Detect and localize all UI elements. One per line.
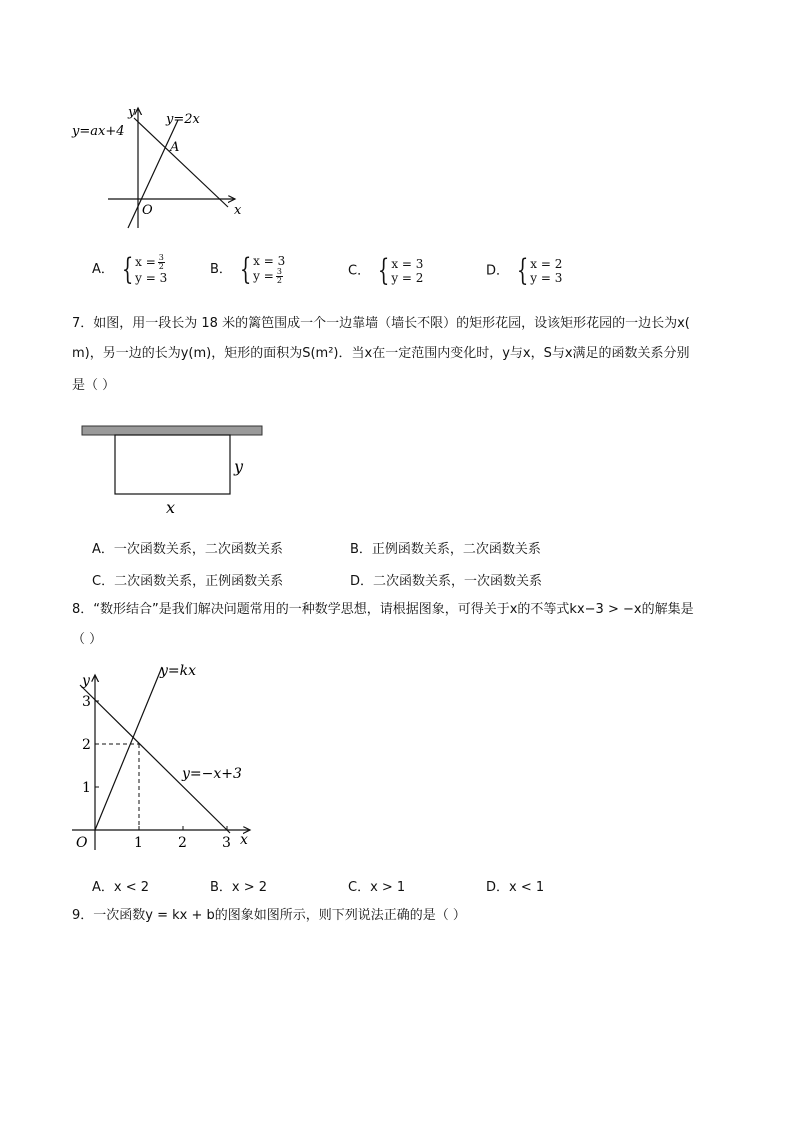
wall bbox=[82, 426, 262, 435]
label-y-ax-plus-4: y=ax+4 bbox=[72, 124, 125, 139]
q7-line-1: 7．如图，用一段长为 18 米的篱笆围成一个一边靠墙（墙长不限）的矩形花园，设该矩形花园的一边长为x( bbox=[72, 316, 690, 331]
label-side-y: y bbox=[234, 457, 244, 476]
label-line-neg: y=−x+3 bbox=[182, 766, 242, 782]
q6-option-c: C． { x = 3 y = 2 bbox=[348, 253, 424, 288]
q8-option-b: B．x > 2 bbox=[210, 880, 268, 895]
line-ax-plus-4 bbox=[134, 118, 228, 207]
q7-option-a: A．一次函数关系，二次函数关系 bbox=[92, 542, 283, 557]
label-x-axis: x bbox=[240, 832, 248, 848]
tick-label-x-1: 1 bbox=[134, 835, 143, 851]
q6-option-d: D． { x = 2 y = 3 bbox=[486, 253, 563, 288]
tick-label-x-3: 3 bbox=[222, 835, 231, 851]
q7-option-d: D．二次函数关系，一次函数关系 bbox=[350, 574, 543, 589]
label-point-a: A bbox=[170, 140, 180, 155]
q6-option-a: A． { x = $\frac{3}{2}$ y = 3 bbox=[92, 251, 168, 287]
q7-figure bbox=[78, 420, 278, 520]
label-side-x: x bbox=[166, 498, 176, 517]
q6-option-b: B． { x = 3 y = $\frac{3}{2}$ bbox=[210, 251, 286, 287]
q8-option-a: A．x < 2 bbox=[92, 880, 150, 895]
q8-line-2: （ ） bbox=[72, 632, 103, 647]
tick-label-x-2: 2 bbox=[178, 835, 187, 851]
label-line-kx: y=kx bbox=[160, 663, 197, 679]
q7-option-c: C．二次函数关系，正例函数关系 bbox=[92, 574, 284, 589]
q8-option-d: D．x < 1 bbox=[486, 880, 545, 895]
q8-option-c: C．x > 1 bbox=[348, 880, 406, 895]
q8-line-1: 8．“数形结合”是我们解决问题常用的一种数学思想，请根据图象，可得关于x的不等式kx−3 > −x的解集是 bbox=[72, 602, 694, 617]
q6-figure bbox=[70, 100, 260, 235]
label-y-axis: y bbox=[128, 105, 136, 120]
tick-label-y-2: 2 bbox=[82, 737, 91, 753]
label-origin: O bbox=[142, 203, 153, 218]
label-y-axis: y bbox=[82, 673, 90, 689]
tick-label-y-3: 3 bbox=[82, 694, 91, 710]
q8-figure bbox=[70, 655, 260, 855]
label-x-axis: x bbox=[234, 203, 242, 218]
q9-line-1: 9．一次函数y = kx + b的图象如图所示，则下列说法正确的是（ ） bbox=[72, 908, 466, 923]
label-y-2x: y=2x bbox=[166, 112, 200, 127]
line-y-kx bbox=[95, 667, 162, 830]
q7-line-3: 是（ ） bbox=[72, 378, 116, 393]
tick-label-y-1: 1 bbox=[82, 780, 91, 796]
q7-option-b: B．正例函数关系，二次函数关系 bbox=[350, 542, 541, 557]
label-origin: O bbox=[76, 835, 88, 851]
q7-line-2: m)，另一边的长为y(m)，矩形的面积为S(m²)．当x在一定范围内变化时，y与x，S与x满足的函数关系分别 bbox=[72, 346, 690, 361]
garden-rect bbox=[115, 435, 230, 494]
